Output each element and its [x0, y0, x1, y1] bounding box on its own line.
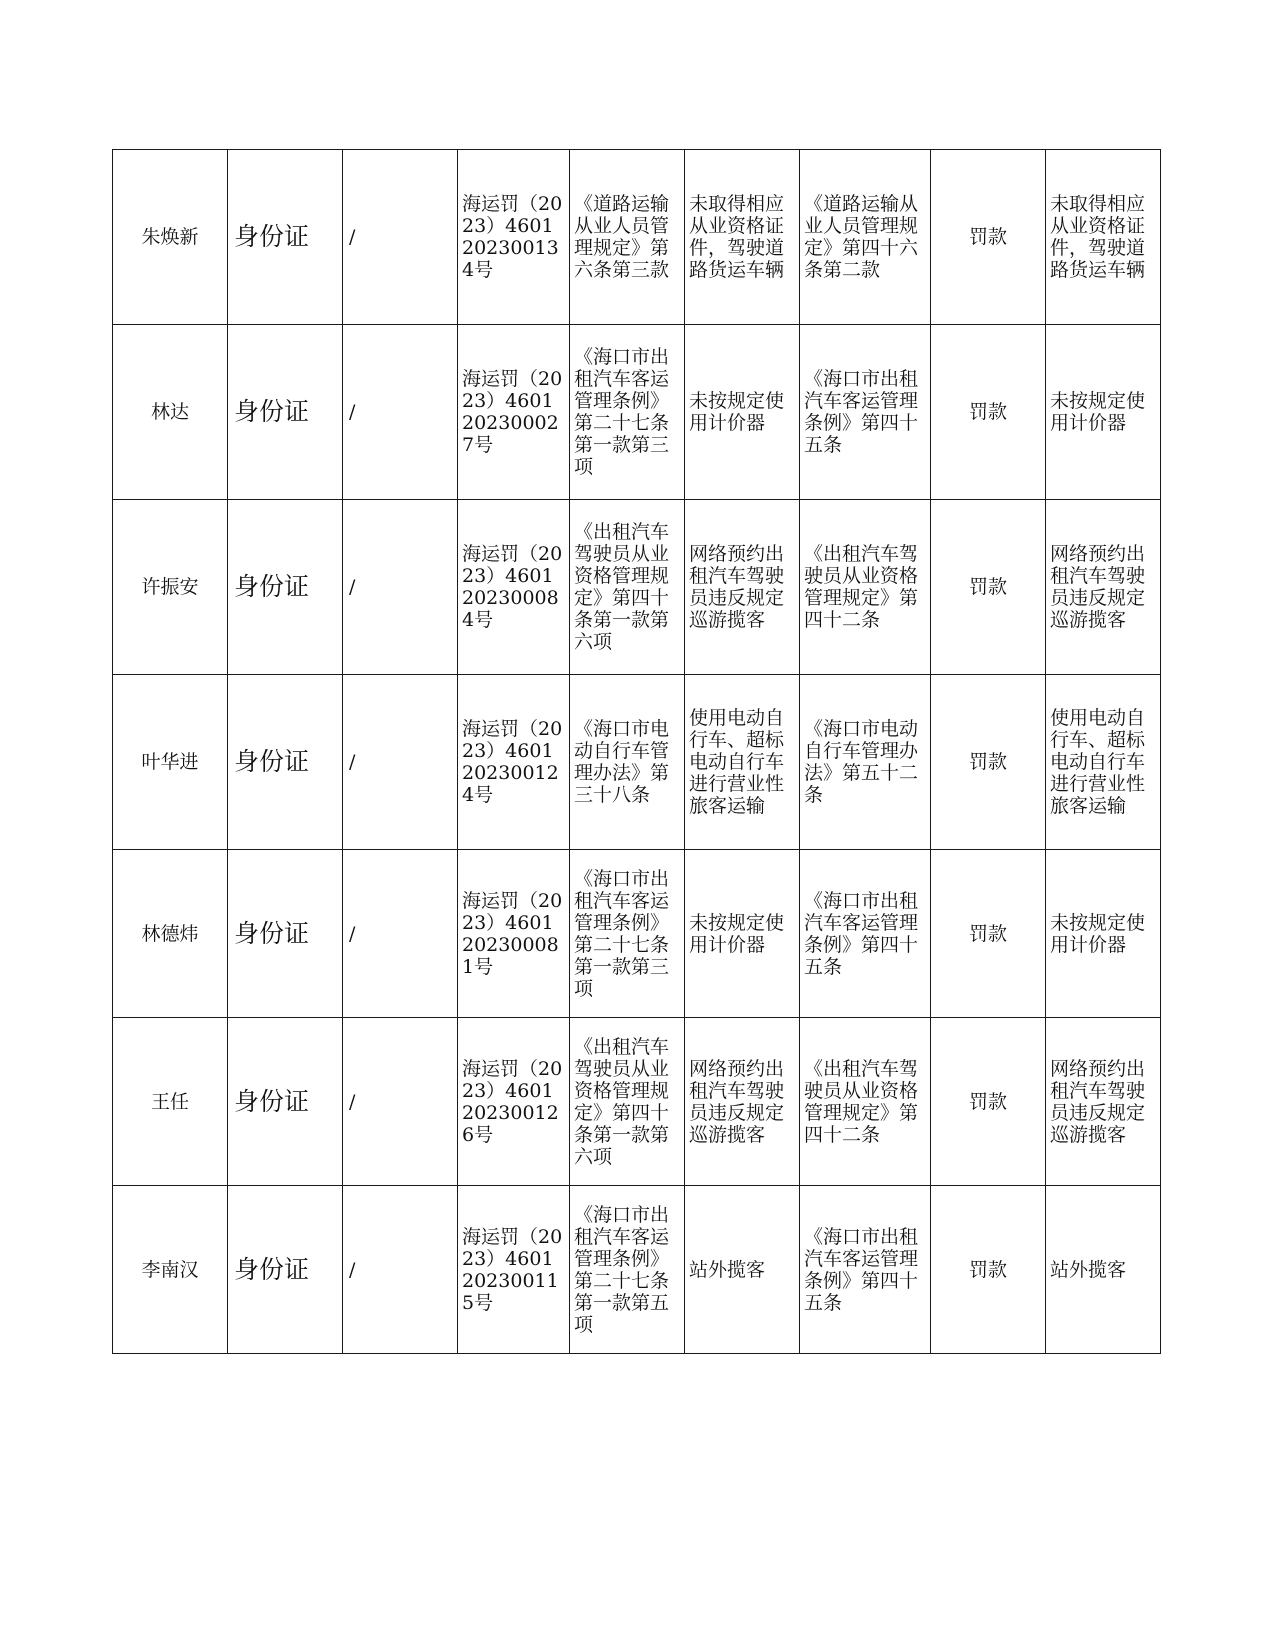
penalty-table [112, 149, 1161, 1354]
table-row [113, 1018, 1161, 1186]
violation-fact: 网络预约出租汽车驾驶员违反规定巡游揽客 [685, 1018, 800, 1186]
penalty-content: 网络预约出租汽车驾驶员违反规定巡游揽客 [1046, 1018, 1161, 1186]
violation-fact: 未按规定使用计价器 [685, 850, 800, 1018]
party-name: 叶华进 [113, 675, 228, 850]
decision-number: 海运罚（2023）4601202300115号 [458, 1186, 570, 1354]
id-number: / [343, 1018, 458, 1186]
party-name: 王任 [113, 1018, 228, 1186]
table-row [113, 500, 1161, 675]
penalty-type: 罚款 [931, 675, 1046, 850]
violation-fact: 未取得相应从业资格证件，驾驶道路货运车辆 [685, 150, 800, 325]
legal-basis: 《海口市电动自行车管理办法》第三十八条 [570, 675, 685, 850]
penalty-type: 罚款 [931, 850, 1046, 1018]
penalty-basis: 《海口市出租汽车客运管理条例》第四十五条 [800, 1186, 931, 1354]
penalty-basis: 《出租汽车驾驶员从业资格管理规定》第四十二条 [800, 1018, 931, 1186]
violation-fact: 未按规定使用计价器 [685, 325, 800, 500]
penalty-type: 罚款 [931, 325, 1046, 500]
table-row [113, 1186, 1161, 1354]
id-type: 身份证 [228, 1186, 343, 1354]
party-name: 李南汉 [113, 1186, 228, 1354]
id-type: 身份证 [228, 675, 343, 850]
penalty-content: 站外揽客 [1046, 1186, 1161, 1354]
id-type: 身份证 [228, 1018, 343, 1186]
table-row [113, 850, 1161, 1018]
penalty-content: 未按规定使用计价器 [1046, 325, 1161, 500]
penalty-basis: 《海口市电动自行车管理办法》第五十二条 [800, 675, 931, 850]
decision-number: 海运罚（2023）4601202300126号 [458, 1018, 570, 1186]
id-type: 身份证 [228, 150, 343, 325]
id-number: / [343, 150, 458, 325]
party-name: 许振安 [113, 500, 228, 675]
penalty-content: 网络预约出租汽车驾驶员违反规定巡游揽客 [1046, 500, 1161, 675]
id-number: / [343, 675, 458, 850]
decision-number: 海运罚（2023）4601202300081号 [458, 850, 570, 1018]
penalty-type: 罚款 [931, 1186, 1046, 1354]
penalty-basis: 《道路运输从业人员管理规定》第四十六条第二款 [800, 150, 931, 325]
party-name: 朱焕新 [113, 150, 228, 325]
decision-number: 海运罚（2023）4601202300084号 [458, 500, 570, 675]
penalty-content: 未按规定使用计价器 [1046, 850, 1161, 1018]
legal-basis: 《出租汽车驾驶员从业资格管理规定》第四十条第一款第六项 [570, 500, 685, 675]
table-row [113, 150, 1161, 325]
penalty-content: 使用电动自行车、超标电动自行车进行营业性旅客运输 [1046, 675, 1161, 850]
legal-basis: 《道路运输从业人员管理规定》第六条第三款 [570, 150, 685, 325]
id-type: 身份证 [228, 500, 343, 675]
id-number: / [343, 500, 458, 675]
id-number: / [343, 1186, 458, 1354]
party-name: 林达 [113, 325, 228, 500]
penalty-type: 罚款 [931, 150, 1046, 325]
legal-basis: 《出租汽车驾驶员从业资格管理规定》第四十条第一款第六项 [570, 1018, 685, 1186]
penalty-type: 罚款 [931, 1018, 1046, 1186]
penalty-basis: 《海口市出租汽车客运管理条例》第四十五条 [800, 850, 931, 1018]
penalty-content: 未取得相应从业资格证件，驾驶道路货运车辆 [1046, 150, 1161, 325]
penalty-type: 罚款 [931, 500, 1046, 675]
legal-basis: 《海口市出租汽车客运管理条例》第二十七条第一款第三项 [570, 325, 685, 500]
decision-number: 海运罚（2023）4601202300134号 [458, 150, 570, 325]
table-row [113, 325, 1161, 500]
violation-fact: 使用电动自行车、超标电动自行车进行营业性旅客运输 [685, 675, 800, 850]
legal-basis: 《海口市出租汽车客运管理条例》第二十七条第一款第三项 [570, 850, 685, 1018]
violation-fact: 网络预约出租汽车驾驶员违反规定巡游揽客 [685, 500, 800, 675]
id-type: 身份证 [228, 850, 343, 1018]
violation-fact: 站外揽客 [685, 1186, 800, 1354]
party-name: 林德炜 [113, 850, 228, 1018]
id-number: / [343, 850, 458, 1018]
decision-number: 海运罚（2023）4601202300027号 [458, 325, 570, 500]
penalty-basis: 《海口市出租汽车客运管理条例》第四十五条 [800, 325, 931, 500]
legal-basis: 《海口市出租汽车客运管理条例》第二十七条第一款第五项 [570, 1186, 685, 1354]
penalty-basis: 《出租汽车驾驶员从业资格管理规定》第四十二条 [800, 500, 931, 675]
id-number: / [343, 325, 458, 500]
id-type: 身份证 [228, 325, 343, 500]
table-row [113, 675, 1161, 850]
decision-number: 海运罚（2023）4601202300124号 [458, 675, 570, 850]
